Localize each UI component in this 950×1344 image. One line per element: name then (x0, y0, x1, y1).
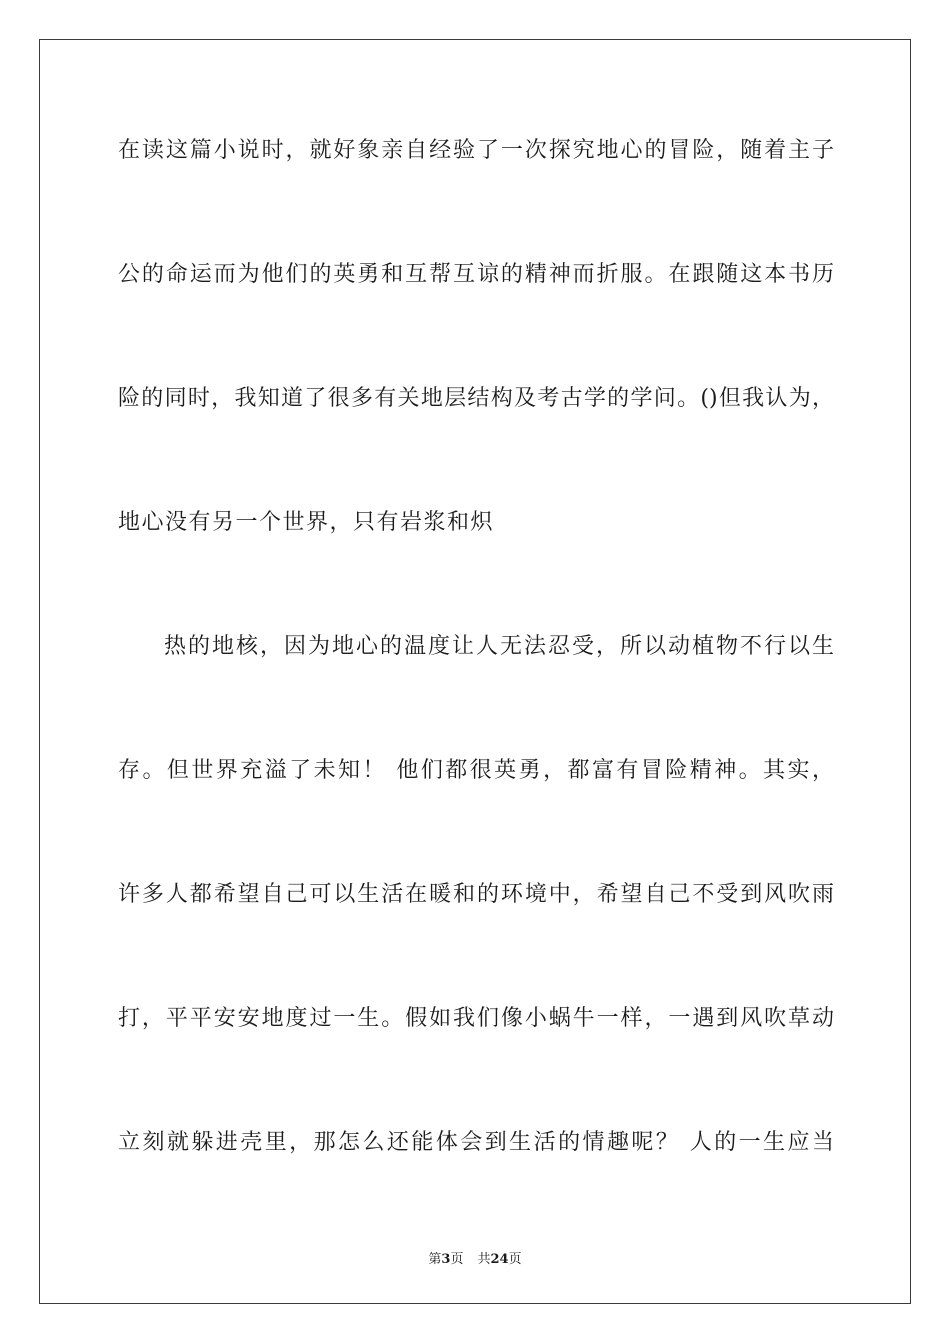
body-text-line: 地心没有另一个世界，只有岩浆和炽 (118, 510, 495, 535)
body-text-line: 打，平平安安地度过一生。假如我们像小蜗牛一样，一遇到风吹草动 (118, 1006, 834, 1031)
body-text-line: 许多人都希望自己可以生活在暖和的环境中，希望自己不受到风吹雨 (118, 882, 834, 907)
body-text-line: 在读这篇小说时，就好象亲自经验了一次探究地心的冒险，随着主子 (118, 138, 834, 163)
current-page-number: 3 (441, 1252, 451, 1267)
body-text-line: 公的命运而为他们的英勇和互帮互谅的精神而折服。在跟随这本书历 (118, 262, 834, 287)
page-footer (0, 1248, 950, 1267)
page-suffix: 页 (450, 1252, 464, 1267)
body-text-line: 存。但世界充溢了未知！ 他们都很英勇，都富有冒险精神。其实， (118, 758, 834, 783)
page-prefix: 第 (428, 1252, 442, 1267)
total-prefix: 共 (477, 1252, 491, 1267)
body-text-line: 险的同时，我知道了很多有关地层结构及考古学的学问。()但我认为， (118, 386, 834, 411)
page-border (39, 39, 911, 1304)
body-text-line: 立刻就躲进壳里，那怎么还能体会到生活的情趣呢？ 人的一生应当 (118, 1130, 834, 1155)
total-page-count: 24 (490, 1252, 509, 1267)
body-text-line-indented: 热的地核，因为地心的温度让人无法忍受，所以动植物不行以生 (164, 634, 834, 659)
total-suffix: 页 (508, 1252, 522, 1267)
